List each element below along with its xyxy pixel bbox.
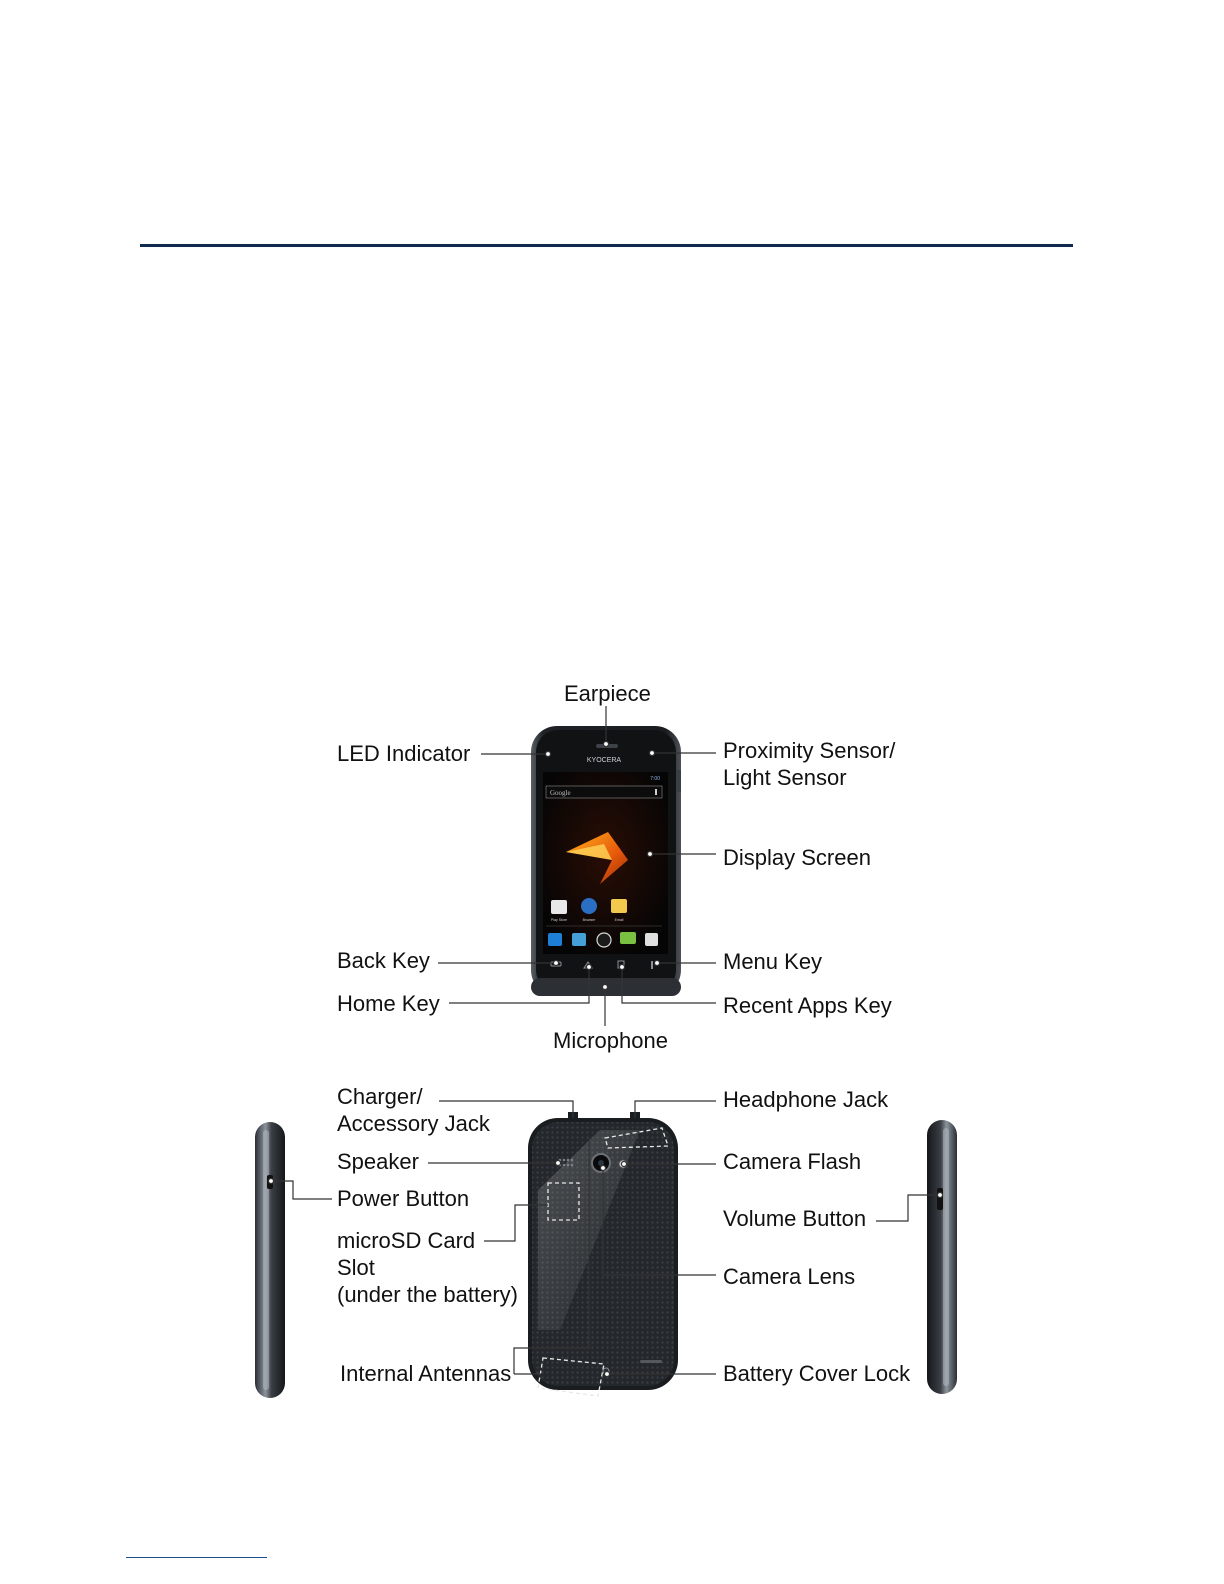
contacts-dock-icon <box>572 933 586 946</box>
brand-logo: KYOCERA <box>586 757 622 764</box>
display-screen <box>543 772 668 954</box>
status-time: 7:00 <box>650 776 660 782</box>
label-microsd-note: (under the battery) <box>337 1282 518 1307</box>
phone-right-side <box>927 1120 957 1394</box>
label-light-sensor: Light Sensor <box>723 765 847 790</box>
search-bar-text: Google <box>550 789 571 797</box>
label-home-key: Home Key <box>337 991 440 1016</box>
label-recent-apps-key: Recent Apps Key <box>723 993 892 1018</box>
phone-dock-icon <box>548 933 562 946</box>
footer-rule <box>126 1557 267 1558</box>
label-battery-cover-lock: Battery Cover Lock <box>723 1361 911 1386</box>
label-display-screen: Display Screen <box>723 845 871 870</box>
app-label-browser: Browser <box>582 918 596 922</box>
label-microsd-slot: Slot <box>337 1255 375 1280</box>
label-internal-antennas: Internal Antennas <box>340 1361 512 1386</box>
label-camera-flash: Camera Flash <box>723 1149 862 1174</box>
label-back-key: Back Key <box>337 948 430 973</box>
label-led-indicator: LED Indicator <box>337 741 471 766</box>
label-power-button: Power Button <box>337 1186 470 1211</box>
label-volume-button: Volume Button <box>723 1206 867 1231</box>
label-charger: Charger/ <box>337 1084 423 1109</box>
play-store-icon <box>551 900 567 914</box>
label-camera-lens: Camera Lens <box>723 1264 856 1289</box>
label-headphone-jack: Headphone Jack <box>723 1087 889 1112</box>
phone-left-side <box>255 1122 285 1398</box>
browser-icon <box>581 898 597 914</box>
phone-front <box>531 726 681 996</box>
messaging-dock-icon <box>620 932 636 944</box>
app-label-email: Email <box>614 918 624 922</box>
label-menu-key: Menu Key <box>723 949 823 974</box>
app-label-play-store: Play Store <box>550 918 568 922</box>
email-icon <box>611 899 627 913</box>
label-microsd-card: microSD Card <box>337 1228 476 1253</box>
volume-button-shape <box>937 1188 943 1210</box>
label-proximity-sensor: Proximity Sensor/ <box>723 738 896 763</box>
apps-dock-icon <box>597 933 611 947</box>
label-speaker: Speaker <box>337 1149 419 1174</box>
label-earpiece: Earpiece <box>564 681 651 706</box>
label-accessory-jack: Accessory Jack <box>337 1111 490 1136</box>
label-microphone: Microphone <box>553 1028 668 1053</box>
camera-dock-icon <box>645 933 658 946</box>
menu-key-glyph <box>651 961 653 969</box>
